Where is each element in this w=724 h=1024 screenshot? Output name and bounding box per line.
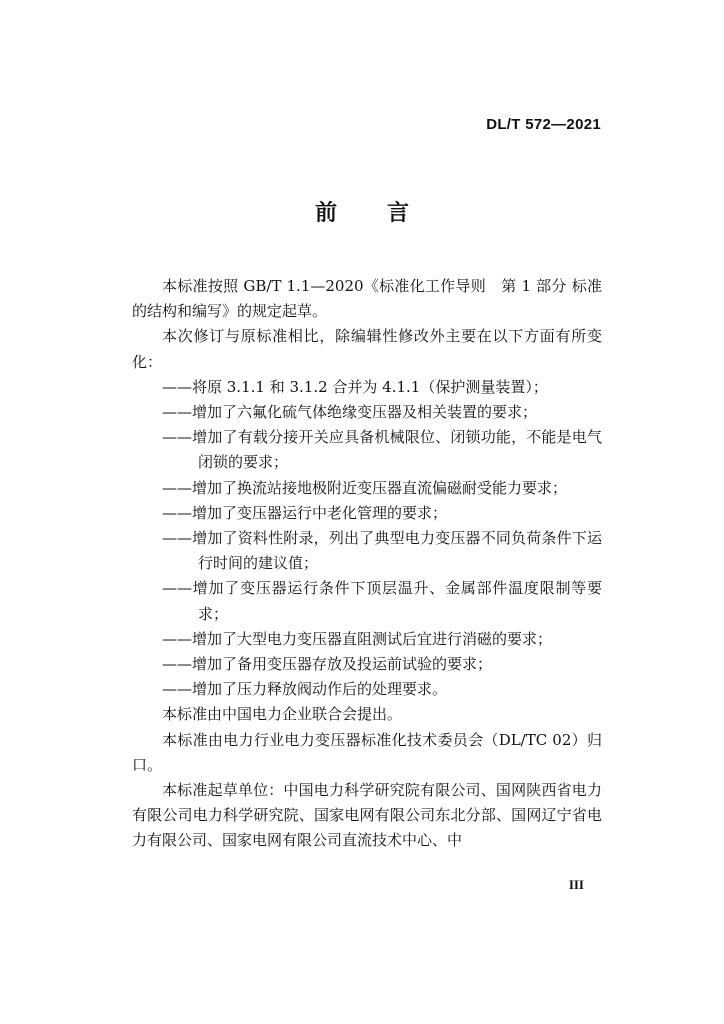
paragraph-proposed-by: 本标准由中国电力企业联合会提出。: [162, 705, 403, 724]
paragraph-administered-by: 本标准由电力行业电力变压器标准化技术委员会（DL/TC 02）归口。: [132, 730, 602, 774]
change-item: ——增加了有载分接开关应具备机械限位、闭锁功能，不能是电气闭锁的要求；: [162, 428, 602, 472]
standard-code: DL/T 572—2021: [486, 116, 601, 133]
paragraph-drafting-units: 本标准起草单位：中国电力科学研究院有限公司、国网陕西省电力有限公司电力科学研究院、国家电网有限公司东北分部、国网辽宁省电力有限公司、国家电网有限公司直流技术中心、中: [132, 781, 602, 850]
change-item: ——将原 3.1.1 和 3.1.2 合并为 4.1.1（保护测量装置）；: [162, 377, 548, 396]
change-item: ——增加了变压器运行条件下顶层温升、金属部件温度限制等要求；: [162, 579, 602, 623]
change-item: ——增加了大型电力变压器直阻测试后宜进行消磁的要求；: [162, 629, 553, 648]
change-item: ——增加了换流站接地极附近变压器直流偏磁耐受能力要求；: [162, 478, 568, 497]
paragraph-revision-intro: 本次修订与原标准相比，除编辑性修改外主要在以下方面有所变化：: [132, 327, 602, 371]
foreword-body: [132, 274, 602, 854]
change-item: ——增加了变压器运行中老化管理的要求；: [162, 503, 448, 522]
page-number: III: [568, 877, 584, 892]
change-item: ——增加了备用变压器存放及投运前试验的要求；: [162, 655, 493, 674]
page-title: [0, 196, 724, 227]
paragraph-drafting-rules: 本标准按照 GB/T 1.1—2020《标准化工作导则 第 1 部分 标准的结构和编写》的规定起草。: [132, 277, 602, 321]
title-char-1: 前: [314, 201, 337, 226]
change-item: ——增加了资料性附录，列出了典型电力变压器不同负荷条件下运行时间的建议值；: [162, 529, 602, 573]
change-item: ——增加了六氟化硫气体绝缘变压器及相关装置的要求；: [162, 403, 538, 422]
title-char-2: 言: [387, 201, 410, 226]
change-item: ——增加了压力释放阀动作后的处理要求。: [162, 680, 448, 699]
